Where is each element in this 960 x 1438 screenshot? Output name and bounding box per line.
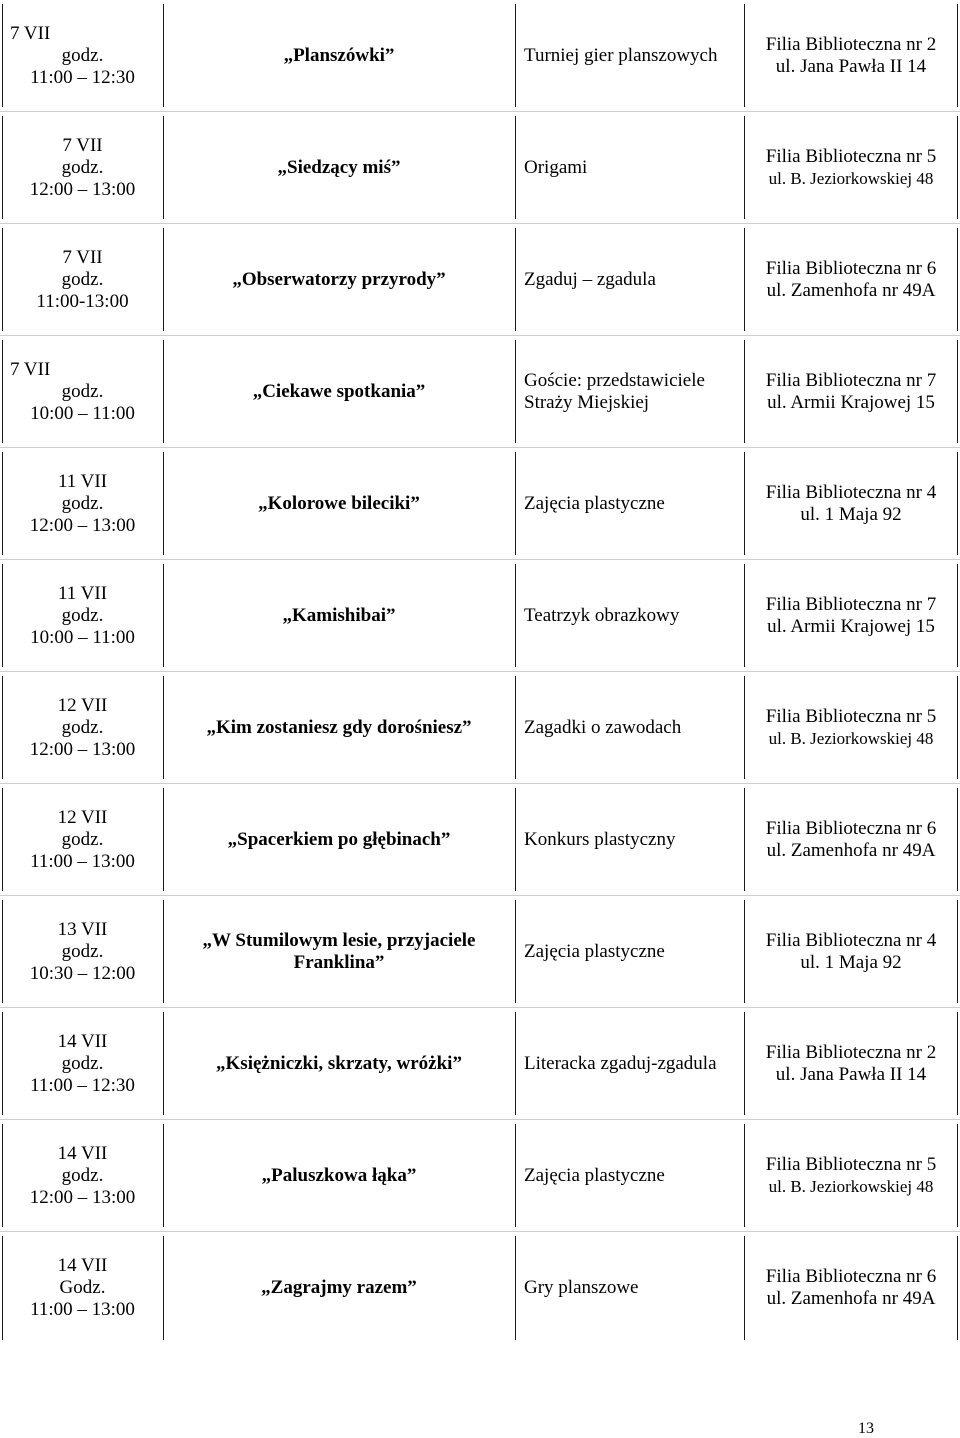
table-row — [0, 560, 960, 672]
event-time: 12:00 – 13:00 — [29, 514, 136, 536]
event-day: 14 VII — [57, 1142, 108, 1164]
table-row — [0, 1232, 960, 1344]
branch-address: ul. Zamenhofa nr 49A — [766, 1288, 936, 1309]
event-description: Literacka zgaduj-zgadula — [524, 1052, 717, 1074]
event-day: 7 VII — [10, 358, 51, 380]
event-place — [746, 1008, 956, 1119]
event-title: „W Stumilowym lesie, przyjaciele Franklina” — [202, 929, 476, 973]
event-title: „Spacerkiem po głębinach” — [227, 828, 451, 850]
branch-address: ul. B. Jeziorkowskiej 48 — [768, 1176, 934, 1196]
event-day: 14 VII — [57, 1030, 108, 1052]
event-time: 12:00 – 13:00 — [29, 178, 136, 200]
date-cell — [4, 1120, 161, 1231]
event-description: Zajęcia plastyczne — [524, 492, 665, 514]
table-row — [0, 112, 960, 224]
event-title: „Siedzący miś” — [277, 156, 401, 178]
table-row — [0, 336, 960, 448]
table-row — [0, 1120, 960, 1232]
event-time: 12:00 – 13:00 — [29, 1186, 136, 1208]
hours-label: Godz. — [59, 1277, 106, 1298]
event-time: 11:00 – 12:30 — [30, 1074, 135, 1096]
date-cell — [4, 112, 161, 223]
branch-name: Filia Biblioteczna nr 6 — [765, 817, 937, 839]
event-day: 12 VII — [57, 694, 108, 716]
event-day: 7 VII — [62, 246, 103, 268]
hours-label: godz. — [61, 380, 104, 402]
event-description: Zajęcia plastyczne — [524, 1164, 665, 1186]
event-day: 14 VII — [57, 1255, 108, 1276]
branch-name: Filia Biblioteczna nr 7 — [765, 369, 937, 391]
date-cell — [4, 224, 161, 335]
hours-label: godz. — [61, 1052, 104, 1074]
event-place — [746, 0, 956, 111]
branch-address: ul. Zamenhofa nr 49A — [766, 279, 936, 301]
event-place — [746, 672, 956, 783]
date-cell — [4, 896, 161, 1007]
event-time: 11:00 – 13:00 — [30, 1299, 135, 1320]
event-title: „Obserwatorzy przyrody” — [232, 268, 446, 290]
event-title: „Księżniczki, skrzaty, wróżki” — [216, 1052, 462, 1074]
event-place — [746, 560, 956, 671]
event-time: 11:00-13:00 — [36, 290, 129, 312]
event-description: Zgaduj – zgadula — [524, 268, 656, 290]
table-row — [0, 1008, 960, 1120]
branch-name: Filia Biblioteczna nr 4 — [765, 481, 937, 503]
branch-address: ul. Armii Krajowej 15 — [767, 391, 935, 413]
date-cell — [4, 1232, 161, 1344]
event-title: „Ciekawe spotkania” — [252, 380, 426, 402]
hours-label: godz. — [61, 268, 104, 290]
date-cell — [4, 336, 161, 447]
event-place — [746, 1232, 956, 1344]
event-time: 10:00 – 11:00 — [30, 626, 135, 648]
event-day: 11 VII — [57, 470, 108, 492]
date-cell — [4, 0, 161, 111]
branch-name: Filia Biblioteczna nr 5 — [765, 705, 937, 727]
event-title: „Kim zostaniesz gdy dorośniesz” — [206, 716, 472, 738]
event-place — [746, 784, 956, 895]
date-cell — [4, 1008, 161, 1119]
event-description: Konkurs plastyczny — [524, 828, 676, 850]
event-title: „Kolorowe bileciki” — [258, 492, 420, 514]
date-cell — [4, 448, 161, 559]
branch-address: ul. 1 Maja 92 — [800, 951, 902, 973]
hours-label: godz. — [61, 492, 104, 514]
event-day: 13 VII — [57, 918, 108, 940]
event-place — [746, 1120, 956, 1231]
event-description: Origami — [524, 156, 588, 178]
branch-name: Filia Biblioteczna nr 7 — [765, 593, 937, 615]
table-row — [0, 896, 960, 1008]
table-row — [0, 0, 960, 112]
branch-address: ul. Jana Pawła II 14 — [775, 55, 927, 77]
event-place — [746, 896, 956, 1007]
hours-label: godz. — [61, 940, 104, 962]
hours-label: godz. — [61, 716, 104, 738]
event-day: 7 VII — [10, 22, 51, 44]
branch-address: ul. B. Jeziorkowskiej 48 — [768, 728, 934, 748]
date-cell — [4, 784, 161, 895]
table-row — [0, 224, 960, 336]
hours-label: godz. — [61, 44, 104, 66]
event-time: 10:30 – 12:00 — [29, 962, 136, 984]
hours-label: godz. — [61, 828, 104, 850]
branch-name: Filia Biblioteczna nr 2 — [765, 1041, 937, 1063]
event-time: 10:00 – 11:00 — [30, 402, 135, 424]
branch-address: ul. Armii Krajowej 15 — [767, 615, 935, 637]
branch-name: Filia Biblioteczna nr 6 — [765, 1266, 937, 1287]
date-cell — [4, 672, 161, 783]
event-place — [746, 448, 956, 559]
event-time: 12:00 – 13:00 — [29, 738, 136, 760]
event-time: 11:00 – 13:00 — [30, 850, 135, 872]
event-place — [746, 224, 956, 335]
hours-label: godz. — [61, 1164, 104, 1186]
date-cell — [4, 560, 161, 671]
event-day: 7 VII — [62, 134, 103, 156]
event-title: „Kamishibai” — [282, 604, 396, 626]
event-title: „Paluszkowa łąka” — [261, 1164, 417, 1186]
branch-name: Filia Biblioteczna nr 5 — [765, 1153, 937, 1175]
event-description: Zajęcia plastyczne — [524, 940, 665, 962]
table-row — [0, 448, 960, 560]
branch-address: ul. 1 Maja 92 — [800, 503, 902, 525]
event-place — [746, 336, 956, 447]
branch-address: ul. Zamenhofa nr 49A — [766, 839, 936, 861]
event-description: Turniej gier planszowych — [524, 44, 718, 66]
hours-label: godz. — [61, 604, 104, 626]
event-title: „Planszówki” — [283, 44, 395, 66]
event-description: Gry planszowe — [524, 1277, 639, 1298]
branch-name: Filia Biblioteczna nr 6 — [765, 257, 937, 279]
branch-name: Filia Biblioteczna nr 4 — [765, 929, 937, 951]
branch-name: Filia Biblioteczna nr 5 — [765, 145, 937, 167]
page-number: 13 — [858, 1420, 874, 1437]
event-description: Zagadki o zawodach — [524, 716, 682, 738]
event-description: Goście: przedstawiciele Straży Miejskiej — [524, 369, 705, 413]
branch-name: Filia Biblioteczna nr 2 — [765, 33, 937, 55]
event-place — [746, 112, 956, 223]
table-row — [0, 672, 960, 784]
event-day: 11 VII — [57, 582, 108, 604]
event-time: 11:00 – 12:30 — [30, 66, 135, 88]
event-title: „Zagrajmy razem” — [261, 1277, 417, 1298]
branch-address: ul. B. Jeziorkowskiej 48 — [768, 168, 934, 188]
event-day: 12 VII — [57, 806, 108, 828]
hours-label: godz. — [61, 156, 104, 178]
table-row — [0, 784, 960, 896]
event-description: Teatrzyk obrazkowy — [524, 604, 680, 626]
branch-address: ul. Jana Pawła II 14 — [775, 1063, 927, 1085]
